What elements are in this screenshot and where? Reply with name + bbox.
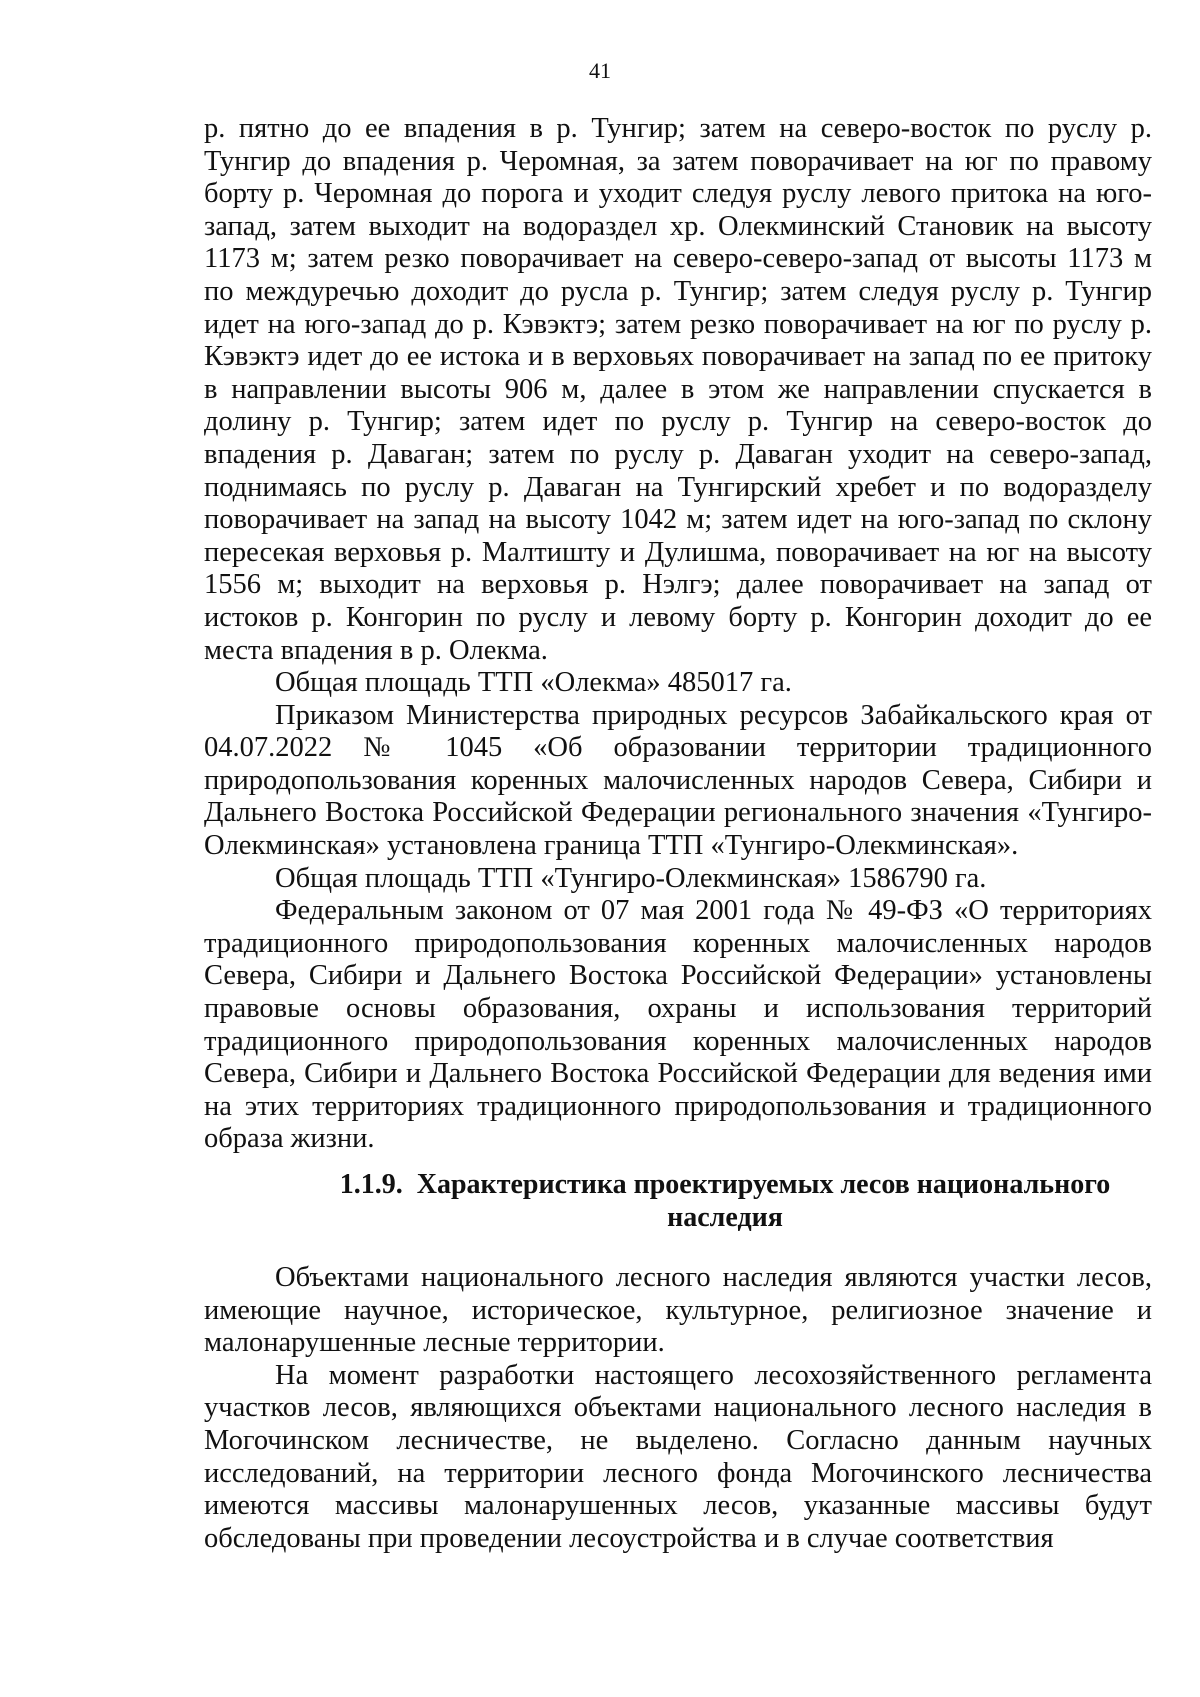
body-text-top [204,113,1152,1156]
paragraph-heritage-status: На момент разработки настоящего лесохозяйственного регламента участков лесов, являющихся объектами национального лесного наследия в Могочинском лесничестве, не выделено. Согласно данным научных исследований, на территории лесного фонда Могочинского лесничества имеются массивы малонарушенных лесов, указанные массивы будут обследованы при проведении лесоустройства и в случае соответствия [204,1359,1152,1554]
body-text-bottom [204,1262,1152,1555]
paragraph-heritage-objects: Объектами национального лесного наследия являются участки лесов, имеющие научное, историческое, культурное, религиозное значение и малонарушенные лесные территории. [204,1262,1152,1359]
section-title: Характеристика проектируемых лесов национального наследия [416,1169,1111,1233]
section-number: 1.1.9. [339,1169,403,1200]
page-number: 41 [589,58,611,83]
paragraph-ministry-order: Приказом Министерства природных ресурсов Забайкальского края от 04.07.2022 № 1045 «Об образовании территории традиционного природопользования коренных малочисленных народов Севера, Сибири и Дальнего Востока Российской Федерации регионального значения «Тунгиро-Олекминская» установлена граница ТТП «Тунгиро-Олекминская». [204,699,1152,862]
paragraph-boundary-description: р. пятно до ее впадения в р. Тунгир; затем на северо-восток по руслу р. Тунгир до впадения р. Черомная, за затем поворачивает на юг по правому борту р. Черомная до порога и уходит следуя руслу левого притока на юго-запад, затем выходит на водораздел хр. Олекминский Становик на высоту 1173 м; затем резко поворачивает на северо-северо-запад от высоты 1173 м по междуречью доходит до русла р. Тунгир; затем следуя руслу р. Тунгир идет на юго-запад до р. Кэвэктэ; затем резко поворачивает на юг по руслу р. Кэвэктэ идет до ее истока и в верховьях поворачивает на запад по ее притоку в направлении высоты 906 м, далее в этом же направлении спускается в долину р. Тунгир; затем идет по руслу р. Тунгир на северо-восток до впадения р. Даваган; затем по руслу р. Даваган уходит на северо-запад, поднимаясь по руслу р. Даваган на Тунгирский хребет и по водоразделу поворачивает на запад на высоту 1042 м; затем идет на юго-запад по склону пересекая верховья р. Малтишту и Дулишма, поворачивает на юг на высоту 1556 м; выходит на верховья р. Нэлгэ; далее поворачивает на запад от истоков р. Конгорин по руслу и левому борту р. Конгорин доходит до ее места впадения в р. Олекма. [204,113,1152,666]
paragraph-tungiro-olekminskaya-area: Общая площадь ТТП «Тунгиро-Олекминская» 1586790 га. [275,862,987,894]
section-heading [290,1168,1160,1234]
paragraph-federal-law: Федеральным законом от 07 мая 2001 года № 49-ФЗ «О территориях традиционного природопользования коренных малочисленных народов Севера, Сибири и Дальнего Востока Российской Федерации» установлены правовые основы образования, охраны и использования территорий традиционного природопользования коренных малочисленных народов Севера, Сибири и Дальнего Востока Российской Федерации для ведения ими на этих территориях традиционного природопользования и традиционного образа жизни. [204,895,1152,1155]
paragraph-olekma-area: Общая площадь ТТП «Олекма» 485017 га. [275,667,792,699]
